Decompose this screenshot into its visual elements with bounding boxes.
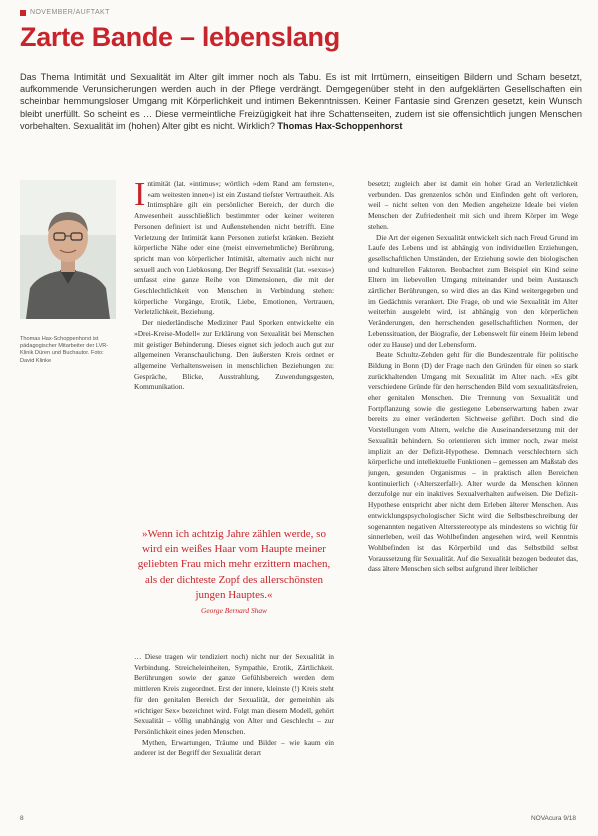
paragraph: Mythen, Erwartungen, Träume und Bilder – wie kaum ein anderer ist der Begriff der Sexualität derart [134, 737, 334, 758]
pull-quote-text: »Wenn ich achtzig Jahre zählen werde, so wird ein weißes Haar vom Haupte meiner geliebten Frau mich mehr erzittern machen, als der dichteste Zopf des allerschönsten jungen Hauptes.« [137, 528, 331, 601]
photo-caption: Thomas Hax-Schoppenhorst ist pädagogischer Mitarbeiter der LVR-Klinik Düren und Buchautor. Foto: David Klinke [20, 336, 109, 364]
column-1-bottom [134, 652, 334, 810]
paragraph: Der niederländische Mediziner Paul Sporken entwickelte ein »Drei-Kreise-Modell« zur Erklärung von Sexualität bei Menschen mit geistiger Behinderung. Dieses eignet sich jedoch auch gut zur allgemeinen Veranschaulichung. Den äußersten Kreis ordnet er allgemeine Verhaltensweisen in menschlichen Beziehungen zu: Gespräche, Blicke, Ausstrahlung, Zuwendungsgesten, Kommunikation. [134, 318, 334, 392]
kicker-square-icon [20, 10, 26, 16]
pull-quote [134, 527, 334, 615]
author-name: Thomas Hax-Schoppenhorst [277, 120, 403, 131]
page-number: 8 [20, 815, 24, 822]
paragraph: Beate Schultz-Zehden geht für die Bundeszentrale für politische Bildung in Bonn (D) der Frage nach den Gründen für einen so stark zurückhaltenden Umgang mit Sexualität im Alter nach. »Es gibt verschiedene Gründe für den herrschenden Bild vom sexualitätsfreien, eher genitalen Menschen. Die Trennung von Sexualität und Fortpflanzung sowie die gestiegene Lebenserwartung haben zwar bereits zu einer veränderten Sichtweise geführt. Doch sind die Vorstellungen vom Altern, welche die Auseinandersetzung mit der Sexualität behindern. So orientieren sich immer noch, zwar meist implizit an der Defizit-Hypothese. Demnach verschlechtern sich körperliche und intellektuelle Funktionen – gemessen am Maßstab des jungen, gesunden Organismus – in praktisch allen Bereichen kontinuierlich (›Alterszerfall‹). Alter wurde da Menschen können derzufolge nur ein inaktives Sexualverhalten aufweisen. Die Defizit-Hypothese entspricht aber nicht dem Erleben älterer Menschen. Aus entwicklungspsychologischer Sicht wird die Selbstbeschreibung der sogenannten negativen Altersstereotype als mindestens so wichtig für sinnerleben, weil das Wohlbefinden angesehen wird, weil Kenntnis Wohlbefinden ist das Körperbild und das Selbstbild selbst Voraussetzung für Sexualität. Auf die Sexualität bezogen bedeutet das, dass ältere Menschen sich selbst aufgrund ihrer leiblicher [368, 350, 578, 574]
paragraph: … Diese tragen wir tendiziert noch) nicht nur der Sexualität in Verbindung. Streicheleinheiten, Sympathie, Erotik, Zärtlichkeit. Berührungen sowie der ganze Gefühlsbereich werden dem mittleren Kreis zugeordnet. Erst der innere, kleinste (!) Kreis steht für den genitalen Bereich der Sexualität, der gemeinhin als »richtiger Sex« bezeichnet wird. Folgt man diesem Modell, gehört Sexualität – völlig unabhängig von Alter und Geschlecht – zur Persönlichkeit eines jeden Menschen. [134, 652, 334, 736]
section-kicker [20, 9, 110, 16]
paragraph: Die Art der eigenen Sexualität entwickelt sich nach Freud Grund im Laufe des Lebens und ist abhängig von individuellen Erziehungen, gesellschaftlichen Umständen, der Erziehung sowie den biologischen und kulturellen Faktoren. Beobachtet zum Beispiel ein Kind seine Eltern im liebevollen Umgang miteinander und beim Austausch zärtlicher Berührungen, so wird dies an das Kind weitergegeben und im Gedächtnis verankert. Die Frage, ob und wie Sexualität im Alter weiterhin ausgelebt wird, ist abhängig von den körperlichen Veränderungen, den herrschenden gesellschaftlichen Normen, der Lebenssituation, der Biografie, der Lebenswelt für einem Heim lebend oder zu Hause) und der Lebensform. [368, 232, 578, 349]
paragraph-intro [134, 179, 334, 318]
column-1-top [134, 179, 334, 524]
kicker-label: NOVEMBER/AUFTAKT [30, 9, 110, 16]
paragraph-intro-text: ntimität (lat. »intimus«; wörtlich »dem Rand am fernsten«, »am weitesten innen«) ist ein Zustand tiefster Vertrautheit. Als Intimsphäre gilt ein persönlicher Bereich, der durch die Anwesenheit ausschließlich bestimmter oder keiner weiteren Personen definiert ist und Außenstehenden nicht betrifft. Eine Verletzung der Intimität kann Personen zutiefst kränken. Bezieht körperliche Nähe oder eine (meist einvernehmliche) Berührung, spricht man von körperlicher Intimität, alternativ auch nicht nur sexuell auch von Liebkosung. Der Begriff Sexualität (lat. »sexus«) umfasst eine ganze Reihe von Dimensionen, die mit der Geschlechtlichkeit von Menschen in Verbindung stehen: körperliche Vorgänge, Erotik, Liebe, Emotionen, Vertrauen, Verletzlichkeit, Beziehung. [134, 179, 334, 317]
portrait-illustration [20, 180, 116, 319]
lead-text: Das Thema Intimität und Sexualität im Alter gilt immer noch als Tabu. Es ist mit Irrtümern, einseitigen Bildern und Scham besetzt, aufkommende Verunsicherungen werden auch in der Pflege verdrängt. Demgegenüber steht in den aufgeklärten Gesellschaften ein scheinbar hemmungsloser Umgang mit Körperlichkeit und intimen Bekenntnissen. Keiner Fantasie sind Grenzen gesetzt, kein Wunsch bleibt unerfüllt. So scheint es … Diese vermeintliche Freizügigkeit hat ihre Schattenseiten, zudem ist sie offensichtlich jungen Menschen vorbehalten. Sexualität im (hohen) Alter gibt es nicht. Wirklich? [20, 72, 582, 131]
pull-quote-source: George Bernard Shaw [201, 606, 267, 616]
author-photo [20, 180, 116, 319]
column-2 [368, 179, 578, 809]
drop-cap: I [134, 179, 146, 213]
paragraph: besetzt; zugleich aber ist damit ein hoher Grad an Verletzlichkeit verbunden. Das grenzenlos schön und Einfinden geht oft verloren, weil – nicht selten von den Medien angeheizte Ideale bei vielen Menschen der Zufriedenheit mit sich und ihrem Körper im Wege stehen. [368, 179, 578, 231]
article-lead [20, 71, 582, 132]
issue-label: NOVAcura 9/18 [530, 815, 576, 822]
article-title: Zarte Bande – lebenslang [20, 22, 340, 52]
